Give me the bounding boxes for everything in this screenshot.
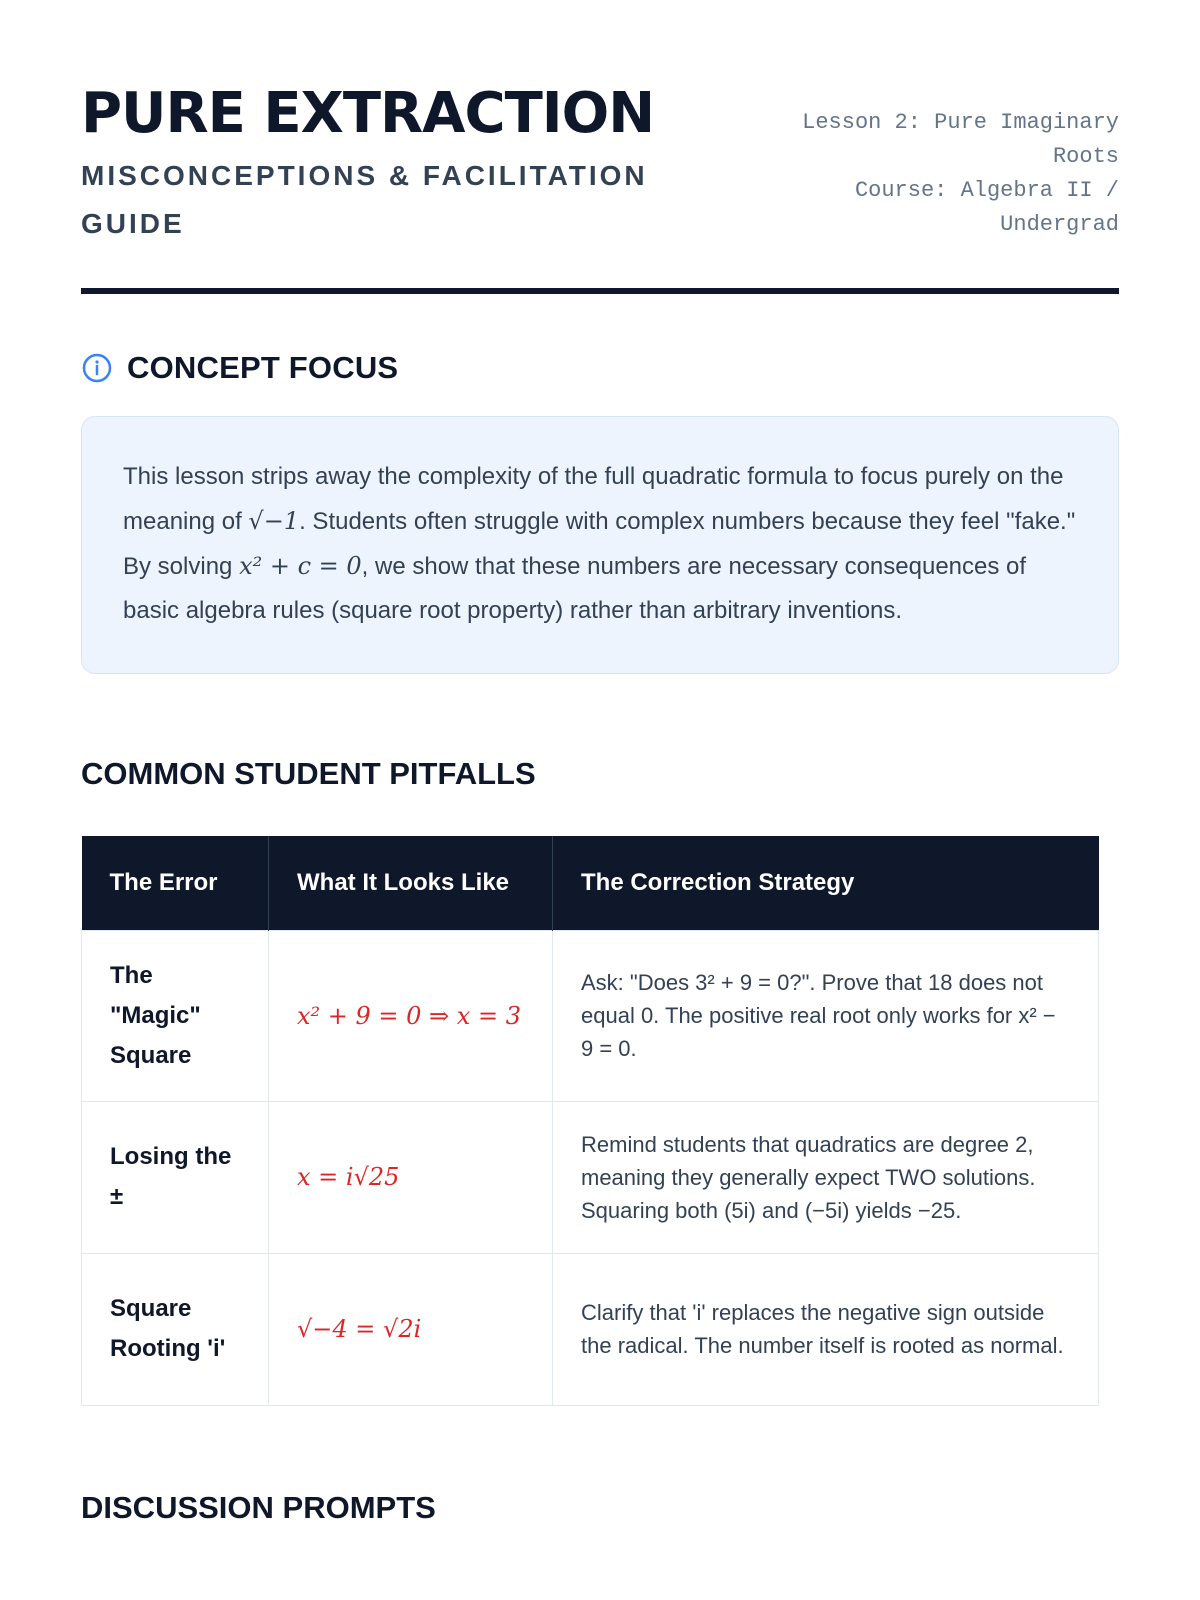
concept-math-equation: x² + c = 0: [239, 552, 362, 580]
title-block: [81, 82, 701, 248]
table-row: [82, 1253, 1099, 1405]
cell-looks-like: x = i√25: [269, 1101, 553, 1253]
page-subtitle: MISCONCEPTIONS & FACILITATION GUIDE: [81, 160, 648, 239]
cell-error: The "Magic" Square: [82, 930, 269, 1101]
col-header-strategy: The Correction Strategy: [553, 836, 1099, 930]
cell-strategy: Ask: "Does 3² + 9 = 0?". Prove that 18 does not equal 0. The positive real root only works for x² − 9 = 0.: [553, 930, 1099, 1101]
meta-lesson: Lesson 2: Pure Imaginary Roots: [802, 110, 1119, 169]
discussion-heading: DISCUSSION PROMPTS: [81, 1489, 436, 1525]
header: [81, 82, 1119, 248]
page-title: PURE EXTRACTION: [81, 81, 655, 146]
concept-box: [81, 416, 1119, 674]
table-header-row: [82, 836, 1099, 930]
header-divider: [81, 288, 1119, 294]
concept-text-2: . Students often struggle with complex numbers because they feel "fake." By solving: [123, 508, 1076, 580]
cell-looks-like: √−4 = √2i: [269, 1253, 553, 1405]
cell-strategy: Clarify that 'i' replaces the negative sign outside the radical. The number itself is rooted as normal.: [553, 1253, 1099, 1405]
cell-error: Losing the ±: [82, 1101, 269, 1253]
pitfalls-table: [81, 836, 1099, 1406]
col-header-error: The Error: [82, 836, 269, 930]
cell-strategy: Remind students that quadratics are degree 2, meaning they generally expect TWO solutions. Squaring both (5i) and (−5i) yields −25.: [553, 1101, 1099, 1253]
lesson-meta: [759, 106, 1119, 242]
cell-error: Square Rooting 'i': [82, 1253, 269, 1405]
col-header-looks: What It Looks Like: [269, 836, 553, 930]
meta-course: Course: Algebra II / Undergrad: [854, 178, 1119, 237]
concept-math-sqrt: √−1: [248, 507, 300, 535]
pitfalls-heading: COMMON STUDENT PITFALLS: [81, 756, 536, 791]
concept-text-3: , we show that these numbers are necessary consequences of basic algebra rules (square root property) rather than arbitrary inventions.: [123, 553, 1027, 624]
table-row: [82, 930, 1099, 1101]
cell-looks-like: x² + 9 = 0 ⇒ x = 3: [269, 930, 553, 1101]
info-icon: [81, 352, 113, 384]
concept-title: CONCEPT FOCUS: [127, 350, 399, 385]
table-row: [82, 1101, 1099, 1253]
concept-heading: [81, 350, 1119, 386]
concept-text-1: This lesson strips away the complexity of the full quadratic formula to focus purely on the meaning of: [123, 463, 1064, 535]
